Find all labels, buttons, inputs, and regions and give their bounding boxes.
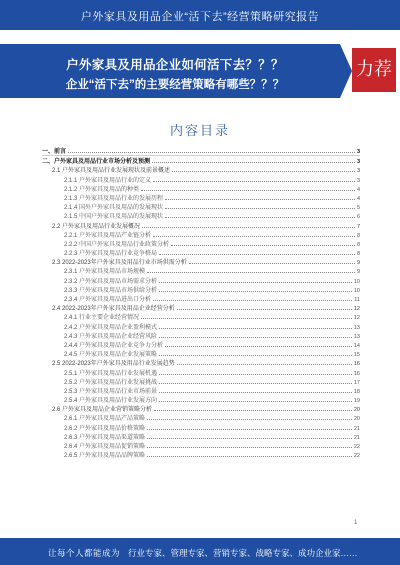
toc-entry[interactable] <box>42 175 360 184</box>
toc-dot-leader <box>189 257 355 264</box>
toc-entry[interactable] <box>42 331 360 340</box>
toc-entry-page: 11 <box>354 297 360 303</box>
toc-dot-leader <box>165 193 355 200</box>
recommend-badge: 力荐 <box>352 48 396 92</box>
toc-entry[interactable] <box>42 202 360 211</box>
toc-entry-title: 2.1 户外家具及用品行业发展现状及前景概述 <box>52 168 171 175</box>
toc-entry[interactable] <box>42 239 360 248</box>
toc-entry-page: 3 <box>356 149 360 155</box>
toc-entry-page: 6 <box>356 214 360 221</box>
toc-entry-title: 2.1.4 国外户外家具及用品的发展现状 <box>64 205 164 212</box>
toc-entry-title: 2.2.1 户外家具及用品产业链分析 <box>64 232 152 239</box>
toc-entry-title: 2.4.2 户外家具及用品企业盈利模式 <box>64 324 158 331</box>
toc-dot-leader <box>165 211 355 218</box>
toc-entry[interactable] <box>42 156 360 165</box>
toc-entry-title: 2.1.1 户外家具及用品行业的定义 <box>64 177 152 184</box>
toc-dot-leader <box>153 294 352 301</box>
toc-entry-page: 8 <box>356 241 360 248</box>
toc-dot-leader <box>159 276 352 283</box>
toc-dot-leader <box>141 184 355 191</box>
toc-entry-title: 2.6.5 户外家具及用品品牌策略 <box>64 453 146 460</box>
toc-entry-page: 10 <box>353 278 360 285</box>
toc-dot-leader <box>159 386 352 393</box>
toc-entry-title: 2.4.5 户外家具及用品企业发展策略 <box>64 352 158 359</box>
footer-bar <box>0 538 400 565</box>
report-title: 户外家具及用品企业“活下去”经营策略研究报告 <box>80 11 320 23</box>
toc-entry[interactable] <box>42 146 360 156</box>
toc-entry-page: 16 <box>353 370 360 377</box>
toc-entry-page: 8 <box>356 232 360 239</box>
toc-entry[interactable] <box>42 349 360 358</box>
banner <box>0 44 400 98</box>
toc-dot-leader <box>154 404 352 411</box>
toc-entry-title: 2.4.1 行业主要企业经营情况 <box>64 315 140 322</box>
toc-dot-leader <box>159 285 352 292</box>
toc-entry-title: 2.5.1 户外家具及用品行业发展机遇 <box>64 370 158 377</box>
toc-entry-page: 4 <box>356 186 360 193</box>
toc-dot-leader <box>159 377 352 384</box>
toc-dot-leader <box>147 432 352 439</box>
toc-entry[interactable] <box>42 248 360 257</box>
banner-headline: 户外家具及用品企业如何活下去？？？ <box>66 58 284 72</box>
table-of-contents <box>42 146 360 459</box>
toc-entry-page: 4 <box>356 195 360 202</box>
toc-entry[interactable] <box>42 193 360 202</box>
header-bar <box>0 0 400 30</box>
toc-entry[interactable] <box>42 432 360 441</box>
toc-entry[interactable] <box>42 276 360 285</box>
toc-dot-leader <box>147 413 352 420</box>
toc-entry-title: 二、户外家具及用品行业市场分析及预测 <box>42 159 151 166</box>
toc-entry-title: 2.4 2022-2023年户外家具及用品企业经营分析 <box>52 306 175 313</box>
toc-entry-page: 22 <box>353 453 360 460</box>
footer-roles: 行业专家、管理专家、营销专家、战略专家、成功企业家…… <box>128 548 358 558</box>
toc-dot-leader <box>141 312 352 319</box>
toc-entry-page: 3 <box>356 177 360 184</box>
toc-entry[interactable] <box>42 450 360 459</box>
toc-dot-leader <box>159 331 352 338</box>
toc-dot-leader <box>165 202 355 209</box>
toc-dot-leader <box>153 230 355 237</box>
toc-dot-leader <box>159 248 355 255</box>
toc-entry-title: 2.6 户外家具及用品企业营销策略分析 <box>52 407 153 414</box>
toc-entry[interactable] <box>42 358 360 367</box>
toc-entry-page: 16 <box>353 361 360 368</box>
toc-entry-page: 21 <box>353 434 360 441</box>
toc-entry[interactable] <box>42 386 360 395</box>
toc-entry-title: 2.5.4 户外家具及用品行业发展方向 <box>64 398 158 405</box>
toc-entry[interactable] <box>42 377 360 386</box>
toc-entry-title: 2.3.2 户外家具及用品市场需求分析 <box>64 278 158 285</box>
toc-dot-leader <box>177 358 352 365</box>
toc-entry[interactable] <box>42 221 360 230</box>
toc-entry-page: 5 <box>356 205 360 212</box>
banner-subline: 企业“活下去”的主要经营策略有哪些？？？ <box>65 79 285 91</box>
toc-entry-title: 2.6.2 户外家具及用品价格策略 <box>64 425 146 432</box>
toc-entry[interactable] <box>42 184 360 193</box>
toc-entry[interactable] <box>42 368 360 377</box>
toc-entry-page: 9 <box>356 269 360 276</box>
toc-entry[interactable] <box>42 404 360 413</box>
toc-dot-leader <box>177 303 352 310</box>
toc-entry-title: 一、前言 <box>42 149 67 155</box>
toc-entry-page: 3 <box>356 159 360 166</box>
toc-dot-leader <box>171 239 355 246</box>
toc-dot-leader <box>172 165 355 172</box>
toc-entry[interactable] <box>42 395 360 404</box>
toc-dot-leader <box>152 156 355 163</box>
toc-entry-page: 12 <box>353 315 360 322</box>
toc-entry[interactable] <box>42 303 360 312</box>
toc-entry[interactable] <box>42 413 360 422</box>
toc-entry[interactable] <box>42 294 360 303</box>
toc-entry[interactable] <box>42 322 360 331</box>
toc-entry[interactable] <box>42 441 360 450</box>
toc-entry-page: 20 <box>353 407 360 414</box>
toc-entry-title: 2.1.2 户外家具及用品的种类 <box>64 186 140 193</box>
toc-entry-page: 10 <box>353 287 360 294</box>
toc-entry-page: 20 <box>353 416 360 423</box>
toc-dot-leader <box>159 395 352 402</box>
toc-entry-page: 3 <box>356 168 360 175</box>
toc-entry-title: 2.5.3 户外家具及用品行业市场前景 <box>64 388 158 395</box>
toc-dot-leader <box>142 221 355 228</box>
toc-entry-title: 2.4.4 户外家具及用品企业竞争力分析 <box>64 342 164 349</box>
toc-entry-title: 2.6.4 户外家具及用品促销策略 <box>64 444 146 450</box>
toc-entry-title: 2.6.1 户外家具及用品产品策略 <box>64 416 146 423</box>
page-number: 1 <box>354 520 358 526</box>
toc-entry-title: 2.1.5 中国户外家具及用品的发展现状 <box>64 214 164 221</box>
toc-entry-title: 2.3 2022-2023年户外家具及用品行业市场供需分析 <box>52 260 187 267</box>
toc-dot-leader <box>153 175 355 182</box>
toc-dot-leader <box>147 266 355 273</box>
toc-entry-page: 15 <box>353 352 360 359</box>
toc-dot-leader <box>165 340 352 347</box>
toc-dot-leader <box>159 349 352 356</box>
toc-entry[interactable] <box>42 312 360 321</box>
toc-entry-page: 13 <box>353 333 360 340</box>
toc-entry-page: 18 <box>353 388 360 395</box>
toc-entry[interactable] <box>42 423 360 432</box>
toc-entry-page: 17 <box>353 379 360 386</box>
toc-entry[interactable] <box>42 340 360 349</box>
toc-entry[interactable] <box>42 257 360 266</box>
toc-entry-title: 2.5 2022-2023年户外家具及用品行业发展趋势 <box>52 361 175 368</box>
toc-entry-title: 2.6.3 户外家具及用品渠道策略 <box>64 434 146 441</box>
toc-entry-page: 21 <box>353 425 360 432</box>
toc-entry-title: 2.1.3 户外家具及用品行业的发展历程 <box>64 195 164 202</box>
toc-dot-leader <box>159 368 352 375</box>
toc-entry-title: 2.3.1 户外家具及用品市场规模 <box>64 269 146 276</box>
toc-dot-leader <box>159 322 352 329</box>
toc-entry-title: 2.2.3 户外家具及用品行业竞争格局 <box>64 251 158 258</box>
toc-entry[interactable] <box>42 266 360 275</box>
toc-entry-page: 22 <box>353 444 360 450</box>
toc-entry[interactable] <box>42 285 360 294</box>
toc-entry-page: 13 <box>353 324 360 331</box>
toc-entry-title: 2.4.3 户外家具及用品企业经营风险 <box>64 333 158 340</box>
toc-dot-leader <box>147 450 352 457</box>
toc-title: 内容目录 <box>169 123 230 138</box>
toc-entry-page: 7 <box>356 223 360 230</box>
toc-entry-page: 9 <box>356 260 360 267</box>
toc-entry[interactable] <box>42 230 360 239</box>
toc-entry[interactable] <box>42 165 360 174</box>
toc-entry-page: 12 <box>353 306 360 313</box>
toc-entry-page: 19 <box>353 398 360 405</box>
footer-slogan: 让每个人都能成为 <box>48 548 121 558</box>
toc-entry-title: 2.3.3 户外家具及用品市场供给分析 <box>64 287 158 294</box>
toc-dot-leader <box>68 146 355 153</box>
toc-entry-title: 2.5.2 户外家具及用品行业发展挑战 <box>64 379 158 386</box>
toc-entry-page: 8 <box>356 251 360 258</box>
toc-dot-leader <box>147 441 352 448</box>
toc-entry-title: 2.2.2 中国户外家具及用品行业政策分析 <box>64 241 170 248</box>
toc-entry-page: 14 <box>353 342 360 349</box>
toc-entry[interactable] <box>42 211 360 220</box>
toc-entry-title: 2.3.4 户外家具及用品进出口分析 <box>64 297 152 303</box>
toc-entry-title: 2.2 户外家具及用品行业发展概况 <box>52 223 141 230</box>
toc-dot-leader <box>147 423 352 430</box>
